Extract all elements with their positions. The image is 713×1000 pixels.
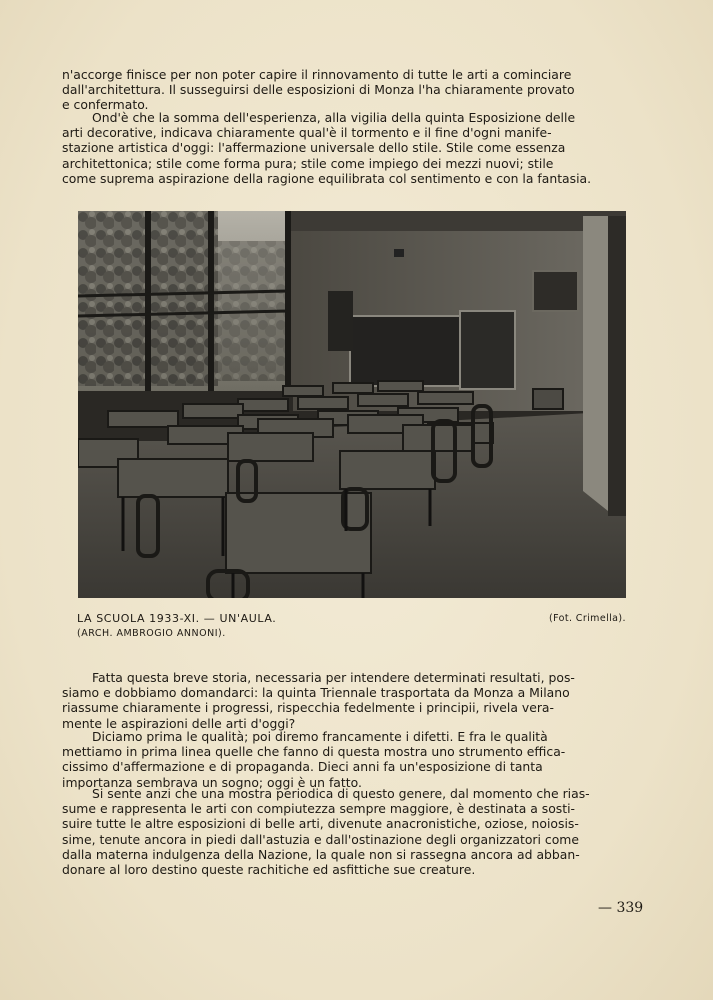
text-line: siamo e dobbiamo domandarci: la quinta Triennale trasportata da Monza a Milano xyxy=(62,685,570,701)
periodic-exhibition-paragraph xyxy=(62,786,644,877)
triennale-paragraph xyxy=(62,670,644,731)
text-line: mettiamo in prima linea quelle che fanno di questa mostra uno strumento effica- xyxy=(62,744,566,760)
text-line: n'accorge finisce per non poter capire il rinnovamento di tutte le arti a cominciare xyxy=(62,67,572,82)
text-line: sime, tenute ancora in piedi dall'astuzia e dall'ostinazione degli organizzatori come xyxy=(62,831,579,847)
text-line: e confermato. xyxy=(62,97,149,113)
photo-credit: (Fot. Crimella). xyxy=(549,613,626,624)
intro-paragraph xyxy=(62,67,644,113)
qualities-paragraph xyxy=(62,729,644,790)
text-line: stazione artistica d'oggi: l'affermazione universale dello stile. Stile come essenza xyxy=(62,140,566,156)
text-line: riassume chiaramente i progressi, rispecchia fedelmente i principii, rivela vera- xyxy=(62,700,554,716)
classroom-photo xyxy=(78,211,626,598)
text-line: arti decorative, indicava chiaramente qual'è il tormento e il fine d'ogni manife- xyxy=(62,125,552,141)
text-line: importanza sembrava un sogno; oggi è un fatto. xyxy=(62,774,362,790)
caption-architect: (ARCH. AMBROGIO ANNONI). xyxy=(77,628,226,639)
text-line: Diciamo prima le qualità; poi diremo francamente i difetti. E fra le qualità xyxy=(92,729,548,744)
text-line: donare al loro destino queste rachitiche ed asfittiche sue creature. xyxy=(62,862,476,878)
text-line: Si sente anzi che una mostra periodica di questo genere, dal momento che rias- xyxy=(92,786,590,801)
photo-caption xyxy=(77,611,276,641)
style-paragraph xyxy=(62,110,644,186)
text-line: Fatta questa breve storia, necessaria per intendere determinati resultati, pos- xyxy=(92,670,575,685)
text-line: mente le aspirazioni delle arti d'oggi? xyxy=(62,715,296,731)
text-line: dalla materna indulgenza della Nazione, la quale non si rassegna ancora ad abban- xyxy=(62,846,580,862)
text-line: suire tutte le altre esposizioni di belle arti, divenute anacronistiche, oziose, noiosis- xyxy=(62,816,579,832)
text-line: dall'architettura. Il susseguirsi delle esposizioni di Monza l'ha chiaramente provato xyxy=(62,82,575,98)
text-line: cissimo d'affermazione e di propaganda. Dieci anni fa un'esposizione di tanta xyxy=(62,759,543,775)
caption-title: LA SCUOLA 1933-XI. — UN'AULA. xyxy=(77,612,277,625)
text-line: architettonica; stile come forma pura; stile come impiego dei mezzi nuovi; stile xyxy=(62,155,554,171)
text-line: sume e rappresenta le arti con compiutezza sempre maggiore, è destinata a sosti- xyxy=(62,801,576,817)
text-line: come suprema aspirazione della ragione equilibrata col sentimento e con la fantasia. xyxy=(62,170,592,186)
page-number: — 339 xyxy=(598,900,644,916)
text-line: Ond'è che la somma dell'esperienza, alla vigilia della quinta Esposizione delle xyxy=(92,110,576,125)
